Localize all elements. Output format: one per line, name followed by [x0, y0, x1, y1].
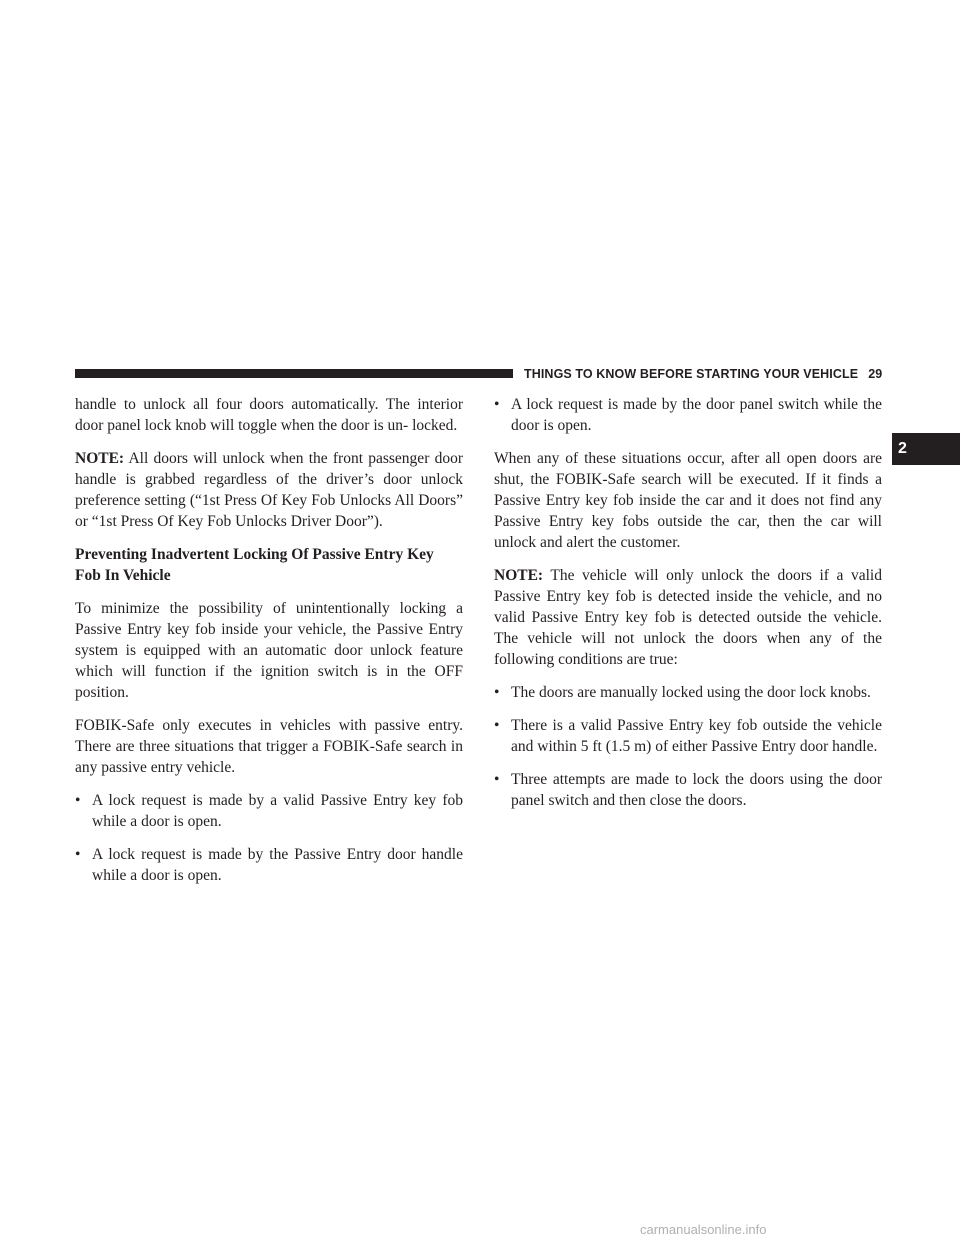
bullet-icon: •	[75, 792, 81, 809]
section-heading: Preventing Inadvertent Locking Of Passive Entry Key Fob In Vehicle	[75, 546, 434, 584]
list-item	[494, 394, 882, 436]
chapter-tab: 2	[892, 433, 960, 465]
bullet-icon: •	[494, 771, 500, 788]
right-column	[494, 394, 882, 823]
paragraph: When any of these situations occur, after all open doors are shut, the FOBIK-Safe search will be executed. If it finds a Passive Entry key fob inside the car and it does not find any Passive Entry key fobs outside the car, then the car will unlock and alert the customer.	[494, 450, 882, 551]
note-label: NOTE:	[75, 450, 125, 467]
note-label: NOTE:	[494, 567, 544, 584]
bullet-icon: •	[494, 717, 500, 734]
running-header	[524, 367, 882, 381]
bullet-icon: •	[75, 846, 81, 863]
note-paragraph	[494, 565, 882, 670]
left-column	[75, 394, 463, 898]
list-item-text: The doors are manually locked using the door lock knobs.	[511, 684, 871, 701]
list-item-text: A lock request is made by the Passive Entry door handle while a door is open.	[92, 846, 463, 884]
list-item	[494, 682, 882, 703]
note-text: All doors will unlock when the front passenger door handle is grabbed regardless of the driver’s door unlock preference setting (“1st Press Of Key Fob Unlocks All Doors” or “1st Press Of Key Fob Unlocks Driver Door”).	[75, 450, 463, 530]
bullet-icon: •	[494, 396, 500, 413]
paragraph: FOBIK-Safe only executes in vehicles with passive entry. There are three situations that trigger a FOBIK-Safe search in any passive entry vehicle.	[75, 717, 463, 776]
list-item	[75, 844, 463, 886]
paragraph: To minimize the possibility of unintentionally locking a Passive Entry key fob inside your vehicle, the Passive Entry system is equipped with an automatic door unlock feature which will function if the ignition switch is in the OFF position.	[75, 600, 463, 701]
list-item	[75, 790, 463, 832]
list-item-text: A lock request is made by a valid Passive Entry key fob while a door is open.	[92, 792, 463, 830]
page-number: 29	[868, 367, 883, 381]
list-item-text: A lock request is made by the door panel switch while the door is open.	[511, 396, 882, 434]
list-item	[494, 769, 882, 811]
list-item-text: There is a valid Passive Entry key fob outside the vehicle and within 5 ft (1.5 m) of either Passive Entry door handle.	[511, 717, 882, 755]
list-item	[494, 715, 882, 757]
section-title: THINGS TO KNOW BEFORE STARTING YOUR VEHICLE	[524, 367, 859, 381]
header-rule-bar	[75, 369, 513, 378]
paragraph: handle to unlock all four doors automatically. The interior door panel lock knob will toggle when the door is un- locked.	[75, 396, 463, 434]
note-paragraph	[75, 448, 463, 532]
note-text: The vehicle will only unlock the doors if a valid Passive Entry key fob is detected inside the vehicle, and no valid Passive Entry key fob is detected outside the vehicle. The vehicle will not unlock the doors when any of the following conditions are true:	[494, 567, 882, 668]
bullet-icon: •	[494, 684, 500, 701]
list-item-text: Three attempts are made to lock the doors using the door panel switch and then close the doors.	[511, 771, 882, 809]
watermark: carmanualsonline.info	[640, 1222, 767, 1237]
